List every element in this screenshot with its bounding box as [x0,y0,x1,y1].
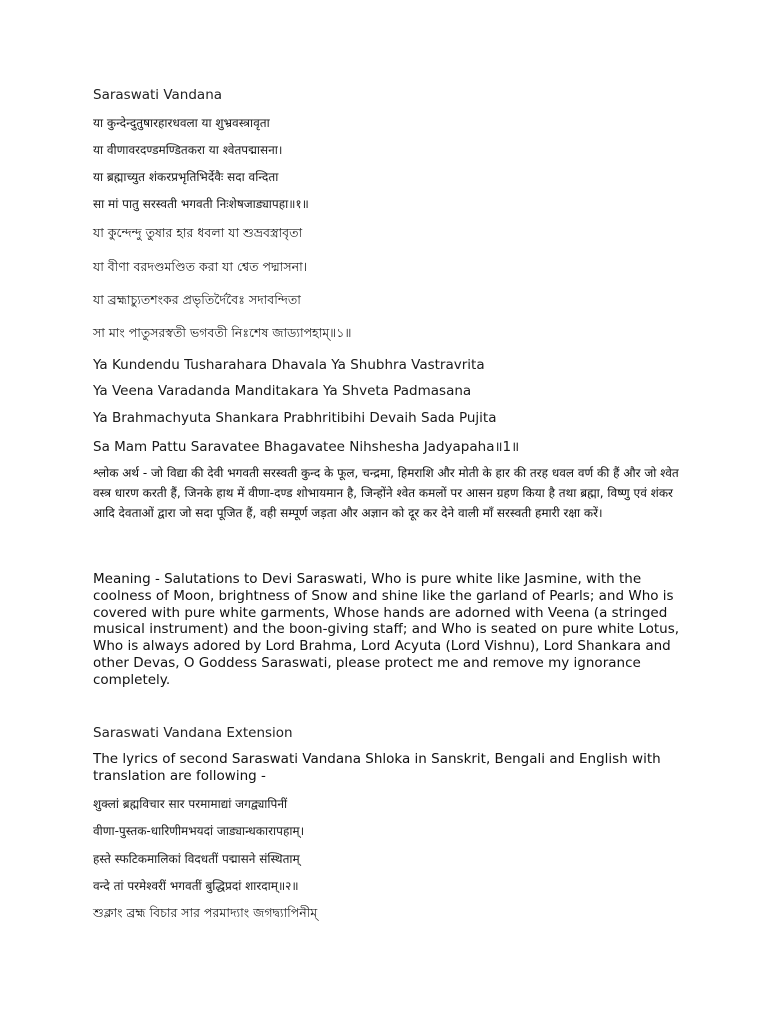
sanskrit-line-3: या ब्रह्माच्युत शंकरप्रभृतिभिर्देवैः सदा वन्दिता [93,170,279,184]
extension-intro: The lyrics of second Saraswati Vandana Shloka in Sanskrit, Bengali and English with translation are following - [93,751,661,784]
bengali-line-1: যা কুন্দেন্দু তুষার হার ধবলা যা শুভ্রবস্ত্রাবৃতা [93,225,303,240]
english-meaning-paragraph: Meaning - Salutations to Devi Saraswati, Who is pure white like Jasmine, with the coolness of Moon, brightness of Snow and shine like the garland of Pearls; and Who is covered with pure white garments, Whose hands are adorned with Veena (a stringed musical instrument) and the boon-giving staff; and Who is seated on pure white Lotus, Who is always adored by Lord Brahma, Lord Acyuta (Lord Vishnu), Lord Shankara and other Devas, O Goddess Saraswati, please protect me and remove my ignorance completely. [93,571,680,688]
page-title: Saraswati Vandana [93,87,223,103]
hindi-meaning-paragraph: श्लोक अर्थ - जो विद्या की देवी भगवती सरस्वती कुन्द के फूल, चन्द्रमा, हिमराशि और मोती के हार की तरह धवल वर्ण की हैं और जो श्वेत वस्त्र धारण करती हैं, जिनके हाथ में वीणा-दण्ड शोभायमान है, जिन्होंने श्वेत कमलों पर आसन ग्रहण किया है तथा ब्रह्मा, विष्णु एवं शंकर आदि देवताओं द्वारा जो सदा पूजित हैं, वही सम्पूर्ण जड़ता और अज्ञान को दूर कर देने वाली माँ सरस्वती हमारी रक्षा करें। [93,466,679,520]
english-line-1: Ya Kundendu Tusharahara Dhavala Ya Shubhra Vastravrita [93,357,485,373]
sanskrit2-line-3: हस्ते स्फटिकमालिकां विदधतीं पद्मासने संस्थिताम्‌ [93,852,300,866]
sanskrit2-line-1: शुक्लां ब्रह्मविचार सार परमामाद्यां जगद्व्यापिनीं [93,797,288,811]
bengali-line-4: সা মাং পাতুসরস্বতী ভগবতী নিঃশেষ জাড্যাপহাম্॥১॥ [93,325,352,340]
english-line-4: Sa Mam Pattu Saravatee Bhagavatee Nihshesha Jadyapaha॥1॥ [93,439,520,455]
english-line-3: Ya Brahmachyuta Shankara Prabhritibihi Devaih Sada Pujita [93,410,497,426]
sanskrit-line-1: या कुन्देन्दुतुषारहारधवला या शुभ्रवस्त्रावृता [93,116,270,130]
english-line-2: Ya Veena Varadanda Manditakara Ya Shveta Padmasana [93,383,472,399]
bengali2-line-1: শুক্লাং ব্রহ্ম বিচার সার পরমাদ্যাং জগদ্ব্যাপিনীম্ [93,905,318,920]
sanskrit-line-4: सा मां पातु सरस्वती भगवती निःशेषजाड्यापहा॥१॥ [93,197,309,211]
bengali-line-2: যা বীণা বরদণ্ডমণ্ডিত করা যা শ্বেত পদ্মাসনা। [93,259,308,274]
extension-title: Saraswati Vandana Extension [93,725,293,741]
bengali-line-3: যা ব্রহ্মাচ্যুতশংকর প্রভৃতির্দৈবৈঃ সদাবন্দিতা [93,292,301,307]
sanskrit2-line-2: वीणा-पुस्तक-धारिणीमभयदां जाड्यान्धकारापहाम्‌। [93,824,305,838]
sanskrit-line-2: या वीणावरदण्डमण्डितकरा या श्वेतपद्मासना। [93,143,283,157]
sanskrit2-line-4: वन्दे तां परमेश्वरीं भगवतीं बुद्धिप्रदां शारदाम्‌॥२॥ [93,879,299,893]
